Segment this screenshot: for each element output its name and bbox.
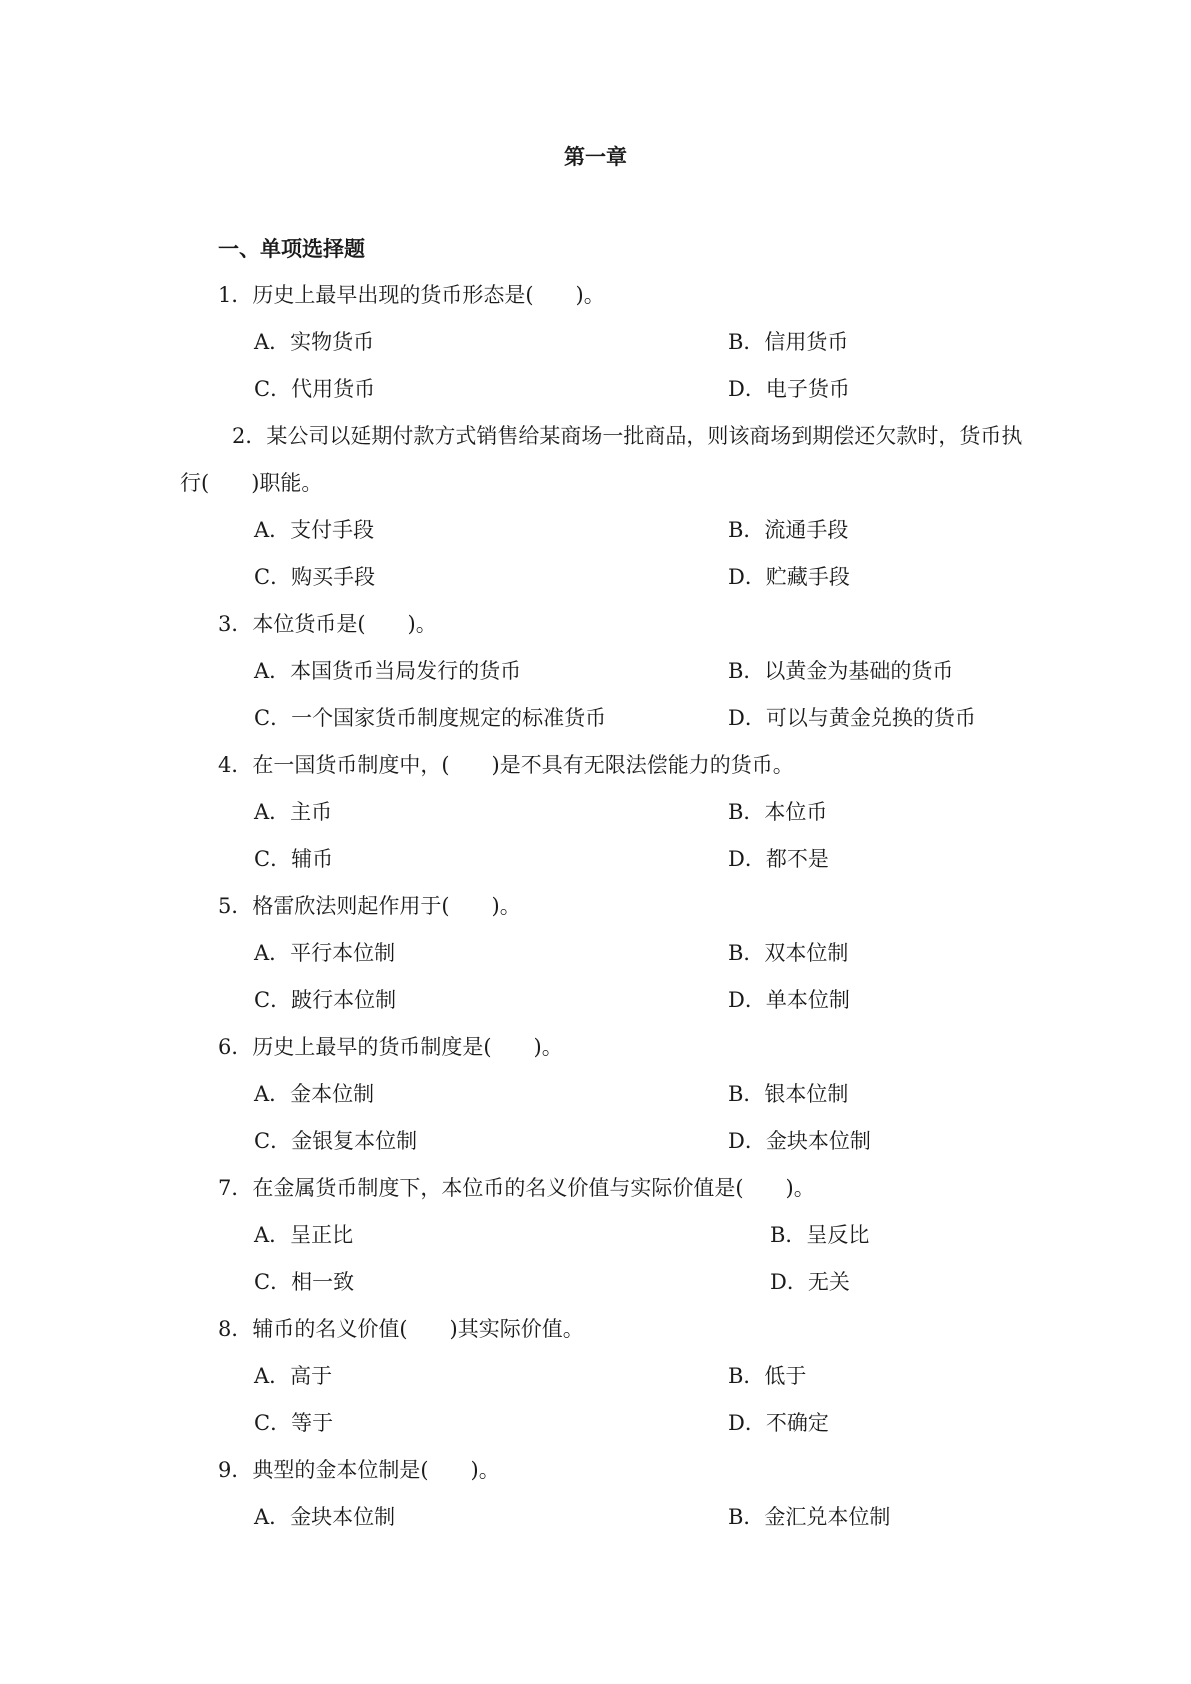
question-8-option-a: A．高于 — [254, 1364, 333, 1388]
question-8-option-c: C．等于 — [254, 1411, 334, 1435]
question-3-option-a: A．本国货币当局发行的货币 — [254, 659, 522, 683]
question-1-option-d: D．电子货币 — [728, 377, 850, 401]
question-9-option-a: A．金块本位制 — [254, 1505, 396, 1529]
question-9-stem: 9．典型的金本位制是( )。 — [218, 1458, 500, 1482]
question-2-option-c: C．购买手段 — [254, 565, 376, 589]
question-8-stem: 8．辅币的名义价值( )其实际价值。 — [218, 1317, 584, 1341]
question-5-option-a: A．平行本位制 — [254, 941, 396, 965]
question-7-option-b: B．呈反比 — [770, 1223, 870, 1247]
question-3-option-b: B．以黄金为基础的货币 — [728, 659, 954, 683]
question-3-stem: 3．本位货币是( )。 — [218, 612, 437, 636]
question-4-option-a: A．主币 — [254, 800, 333, 824]
question-8-option-d: D．不确定 — [728, 1411, 829, 1435]
question-7-stem: 7．在金属货币制度下，本位币的名义价值与实际价值是( )。 — [218, 1176, 815, 1200]
question-1-option-c: C．代用货币 — [254, 377, 376, 401]
question-6-option-a: A．金本位制 — [254, 1082, 375, 1106]
question-5-option-c: C．跛行本位制 — [254, 988, 397, 1012]
question-4-stem: 4．在一国货币制度中，( )是不具有无限法偿能力的货币。 — [218, 753, 794, 777]
question-9-option-b: B．金汇兑本位制 — [728, 1505, 891, 1529]
question-7-option-d: D．无关 — [770, 1270, 850, 1294]
question-2-option-b: B．流通手段 — [728, 518, 849, 542]
question-2-option-a: A．支付手段 — [254, 518, 375, 542]
question-3-option-d: D．可以与黄金兑换的货币 — [728, 706, 976, 730]
question-6-option-c: C．金银复本位制 — [254, 1129, 418, 1153]
question-1-stem: 1．历史上最早出现的货币形态是( )。 — [218, 283, 605, 307]
question-6-stem: 6．历史上最早的货币制度是( )。 — [218, 1035, 563, 1059]
question-1-option-a: A．实物货币 — [254, 330, 375, 354]
chapter-title: 第一章 — [564, 144, 627, 169]
question-5-option-d: D．单本位制 — [728, 988, 850, 1012]
question-2-stem-line2: 行( )职能。 — [180, 471, 323, 495]
question-4-option-b: B．本位币 — [728, 800, 828, 824]
question-6-option-d: D．金块本位制 — [728, 1129, 871, 1153]
question-6-option-b: B．银本位制 — [728, 1082, 849, 1106]
question-7-option-c: C．相一致 — [254, 1270, 355, 1294]
question-1-option-b: B．信用货币 — [728, 330, 849, 354]
question-4-option-c: C．辅币 — [254, 847, 334, 871]
question-2-stem-line1: 2．某公司以延期付款方式销售给某商场一批商品，则该商场到期偿还欠款时，货币执 — [232, 424, 1023, 448]
question-3-option-c: C．一个国家货币制度规定的标准货币 — [254, 706, 607, 730]
question-2-option-d: D．贮藏手段 — [728, 565, 850, 589]
question-4-option-d: D．都不是 — [728, 847, 829, 871]
question-5-stem: 5．格雷欣法则起作用于( )。 — [218, 894, 521, 918]
question-8-option-b: B．低于 — [728, 1364, 807, 1388]
question-7-option-a: A．呈正比 — [254, 1223, 354, 1247]
section-title: 一、单项选择题 — [218, 236, 365, 261]
question-5-option-b: B．双本位制 — [728, 941, 849, 965]
